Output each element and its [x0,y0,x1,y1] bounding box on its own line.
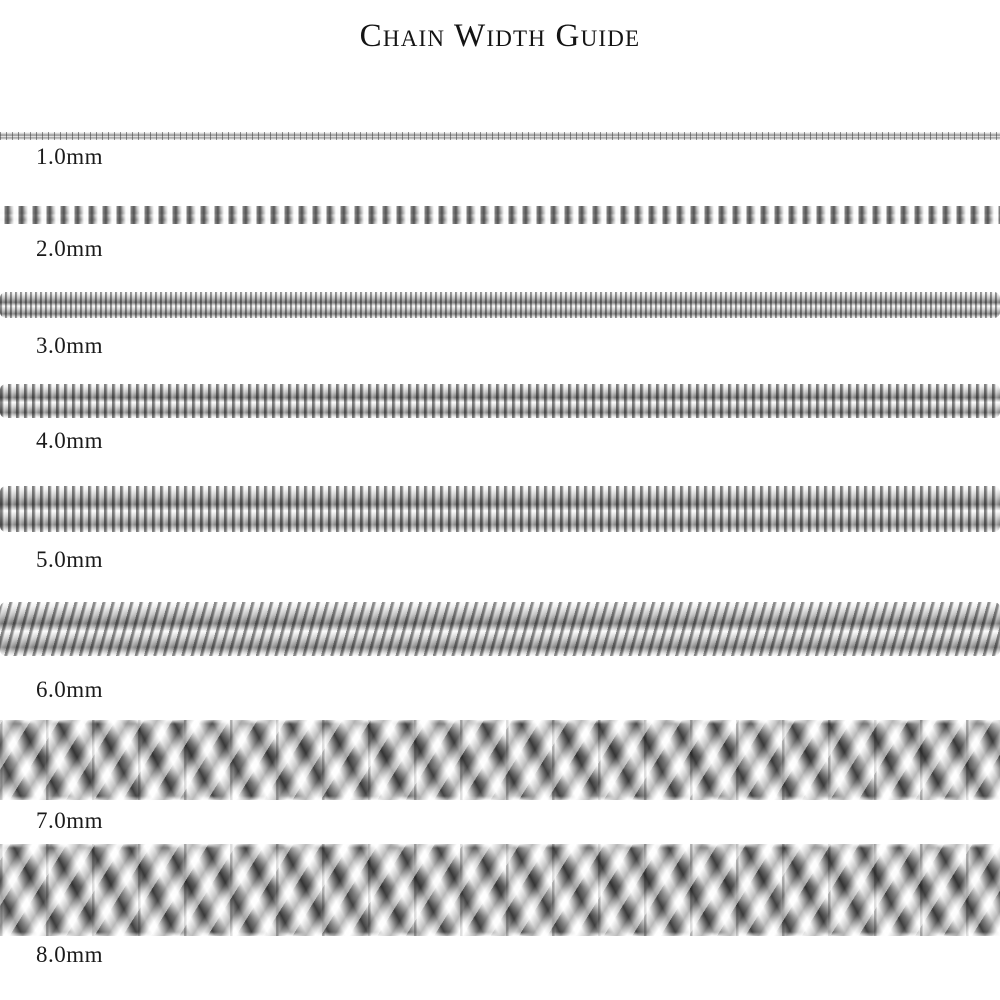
chain-label-8mm: 8.0mm [36,942,104,967]
chain-label-6mm: 6.0mm [36,677,104,702]
chain-label-7mm: 7.0mm [36,808,104,833]
chain-sample-1mm [0,128,1000,144]
chain-label-5mm: 5.0mm [36,547,104,572]
chain-strand [0,132,1000,140]
chain-sample-7mm [0,716,1000,804]
chain-sample-2mm [0,202,1000,228]
chain-label-3mm: 3.0mm [36,333,104,358]
chain-label-2mm: 2.0mm [36,236,104,261]
chain-highlight-top [0,720,1000,724]
page-title: Chain Width Guide [359,18,641,54]
chain-strand [0,206,1000,224]
chain-strand [0,292,1000,318]
chain-highlight-bottom [0,796,1000,800]
chain-label-1mm: 1.0mm [36,144,104,169]
chain-sample-8mm [0,840,1000,940]
chain-strand [0,384,1000,418]
chain-label-4mm: 4.0mm [36,428,104,453]
chain-sample-4mm [0,380,1000,422]
chain-strand [0,844,1000,936]
chain-highlight-bottom [0,932,1000,936]
chain-sample-6mm [0,598,1000,660]
chain-strand [0,720,1000,800]
chain-highlight-top [0,844,1000,848]
chain-strand [0,486,1000,532]
chain-sample-5mm [0,482,1000,536]
chain-strand [0,602,1000,656]
chain-sample-3mm [0,288,1000,322]
